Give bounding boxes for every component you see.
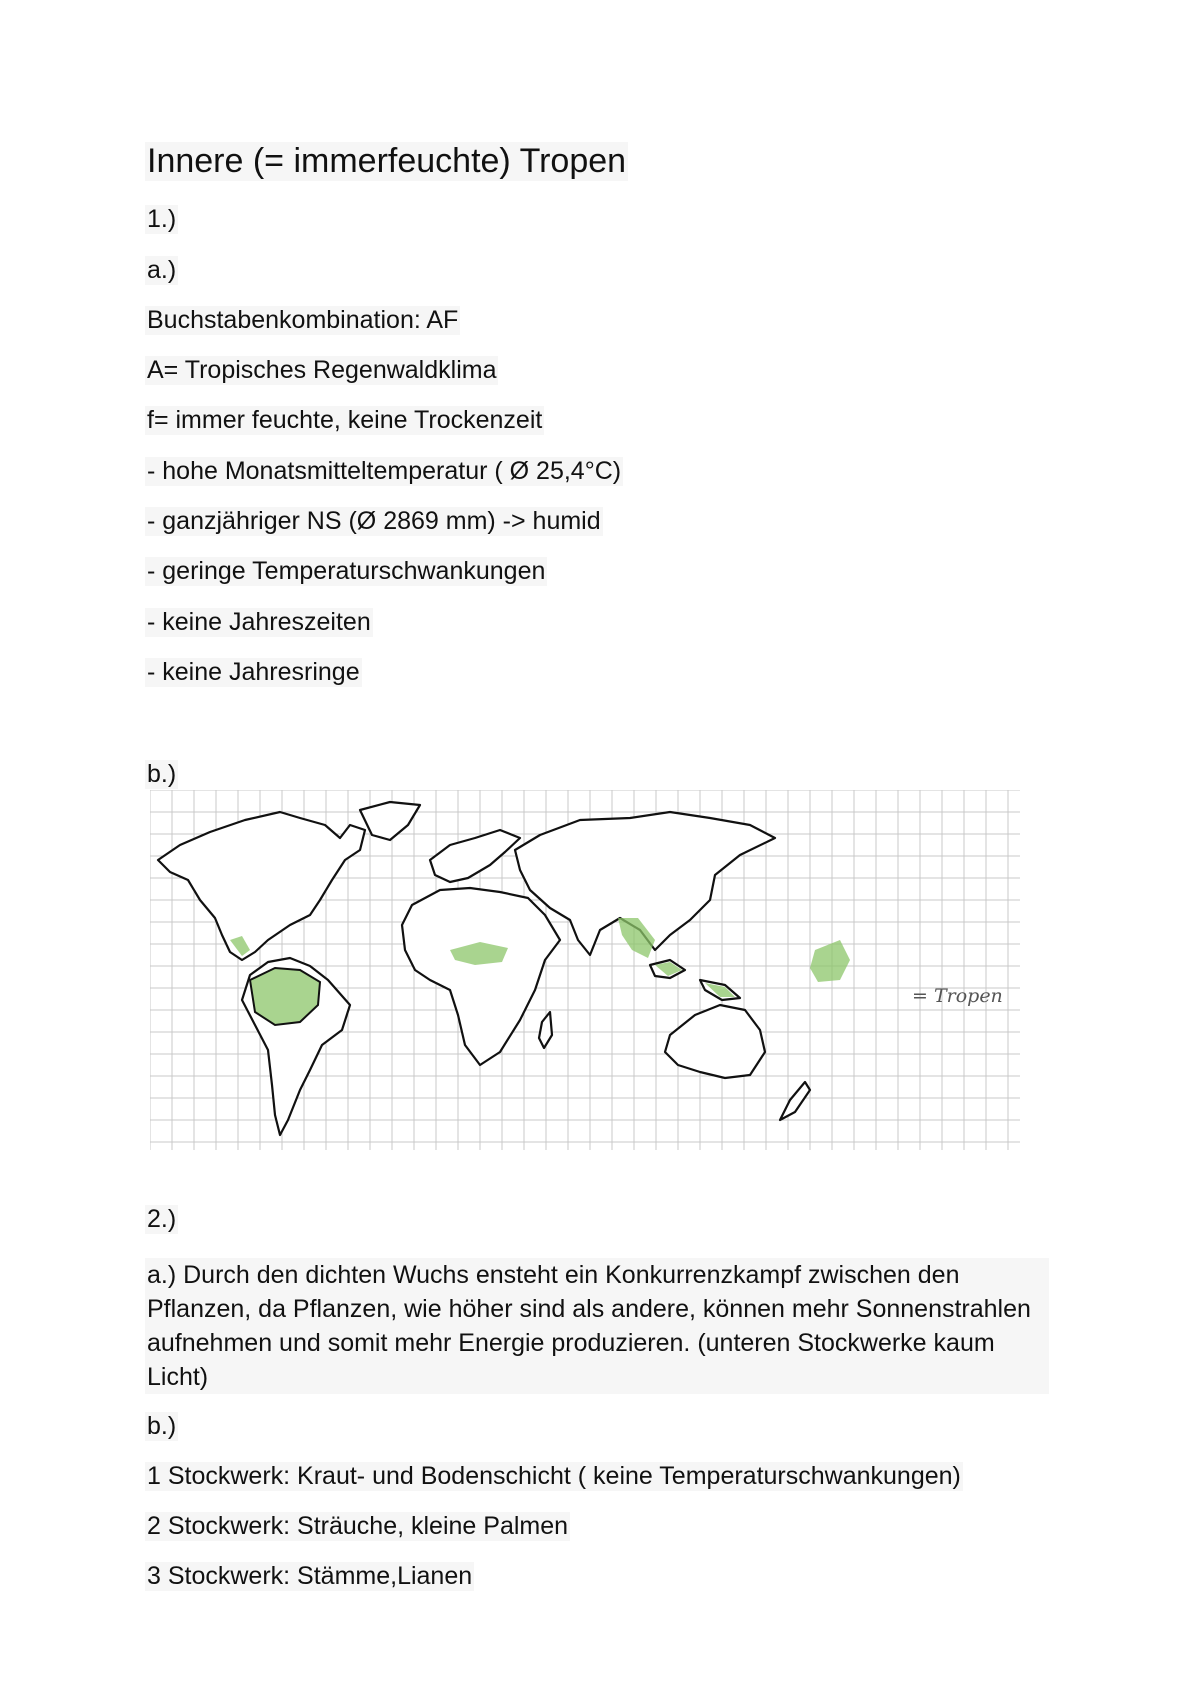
- map-legend-label: = Tropen: [912, 985, 1003, 1007]
- question-2b-label: b.): [147, 1412, 177, 1440]
- answer-line: 1 Stockwerk: Kraut- und Bodenschicht ( keine Temperaturschwankungen): [147, 1462, 961, 1490]
- question-1a-label: a.): [147, 256, 177, 284]
- world-map-sketch: [150, 790, 1020, 1150]
- page-title: Innere (= immerfeuchte) Tropen: [147, 142, 627, 180]
- africa-shape: [402, 888, 560, 1065]
- answer-line: 2 Stockwerk: Sträuche, kleine Palmen: [147, 1512, 569, 1540]
- legend-swatch: [810, 940, 850, 982]
- answer-line: f= immer feuchte, keine Trockenzeit: [147, 406, 543, 434]
- continent-outlines: [158, 802, 810, 1135]
- answer-line: Buchstabenkombination: AF: [147, 306, 459, 334]
- answer-line: - hohe Monatsmitteltemperatur ( Ø 25,4°C): [147, 457, 622, 485]
- answer-paragraph: a.) Durch den dichten Wuchs ensteht ein Konkurrenzkampf zwischen den Pflanzen, da Pflanzen, wie höher sind als andere, können mehr Sonnenstrahlen aufnehmen und somit mehr Energie produzieren. (unteren Stockwerke kaum Licht): [145, 1258, 1049, 1394]
- new-zealand-shape: [780, 1082, 810, 1120]
- answer-line: - keine Jahreszeiten: [147, 608, 371, 636]
- australia-shape: [665, 1005, 765, 1078]
- question-1b-label: b.): [147, 760, 177, 788]
- answer-line: A= Tropisches Regenwaldklima: [147, 356, 497, 384]
- answer-line: - ganzjähriger NS (Ø 2869 mm) -> humid: [147, 507, 601, 535]
- question-2-number: 2.): [147, 1205, 177, 1233]
- answer-line: - keine Jahresringe: [147, 658, 360, 686]
- answer-line: - geringe Temperaturschwankungen: [147, 557, 546, 585]
- question-1-number: 1.): [147, 205, 177, 233]
- answer-line: 3 Stockwerk: Stämme,Lianen: [147, 1562, 473, 1590]
- madagascar-shape: [539, 1012, 552, 1048]
